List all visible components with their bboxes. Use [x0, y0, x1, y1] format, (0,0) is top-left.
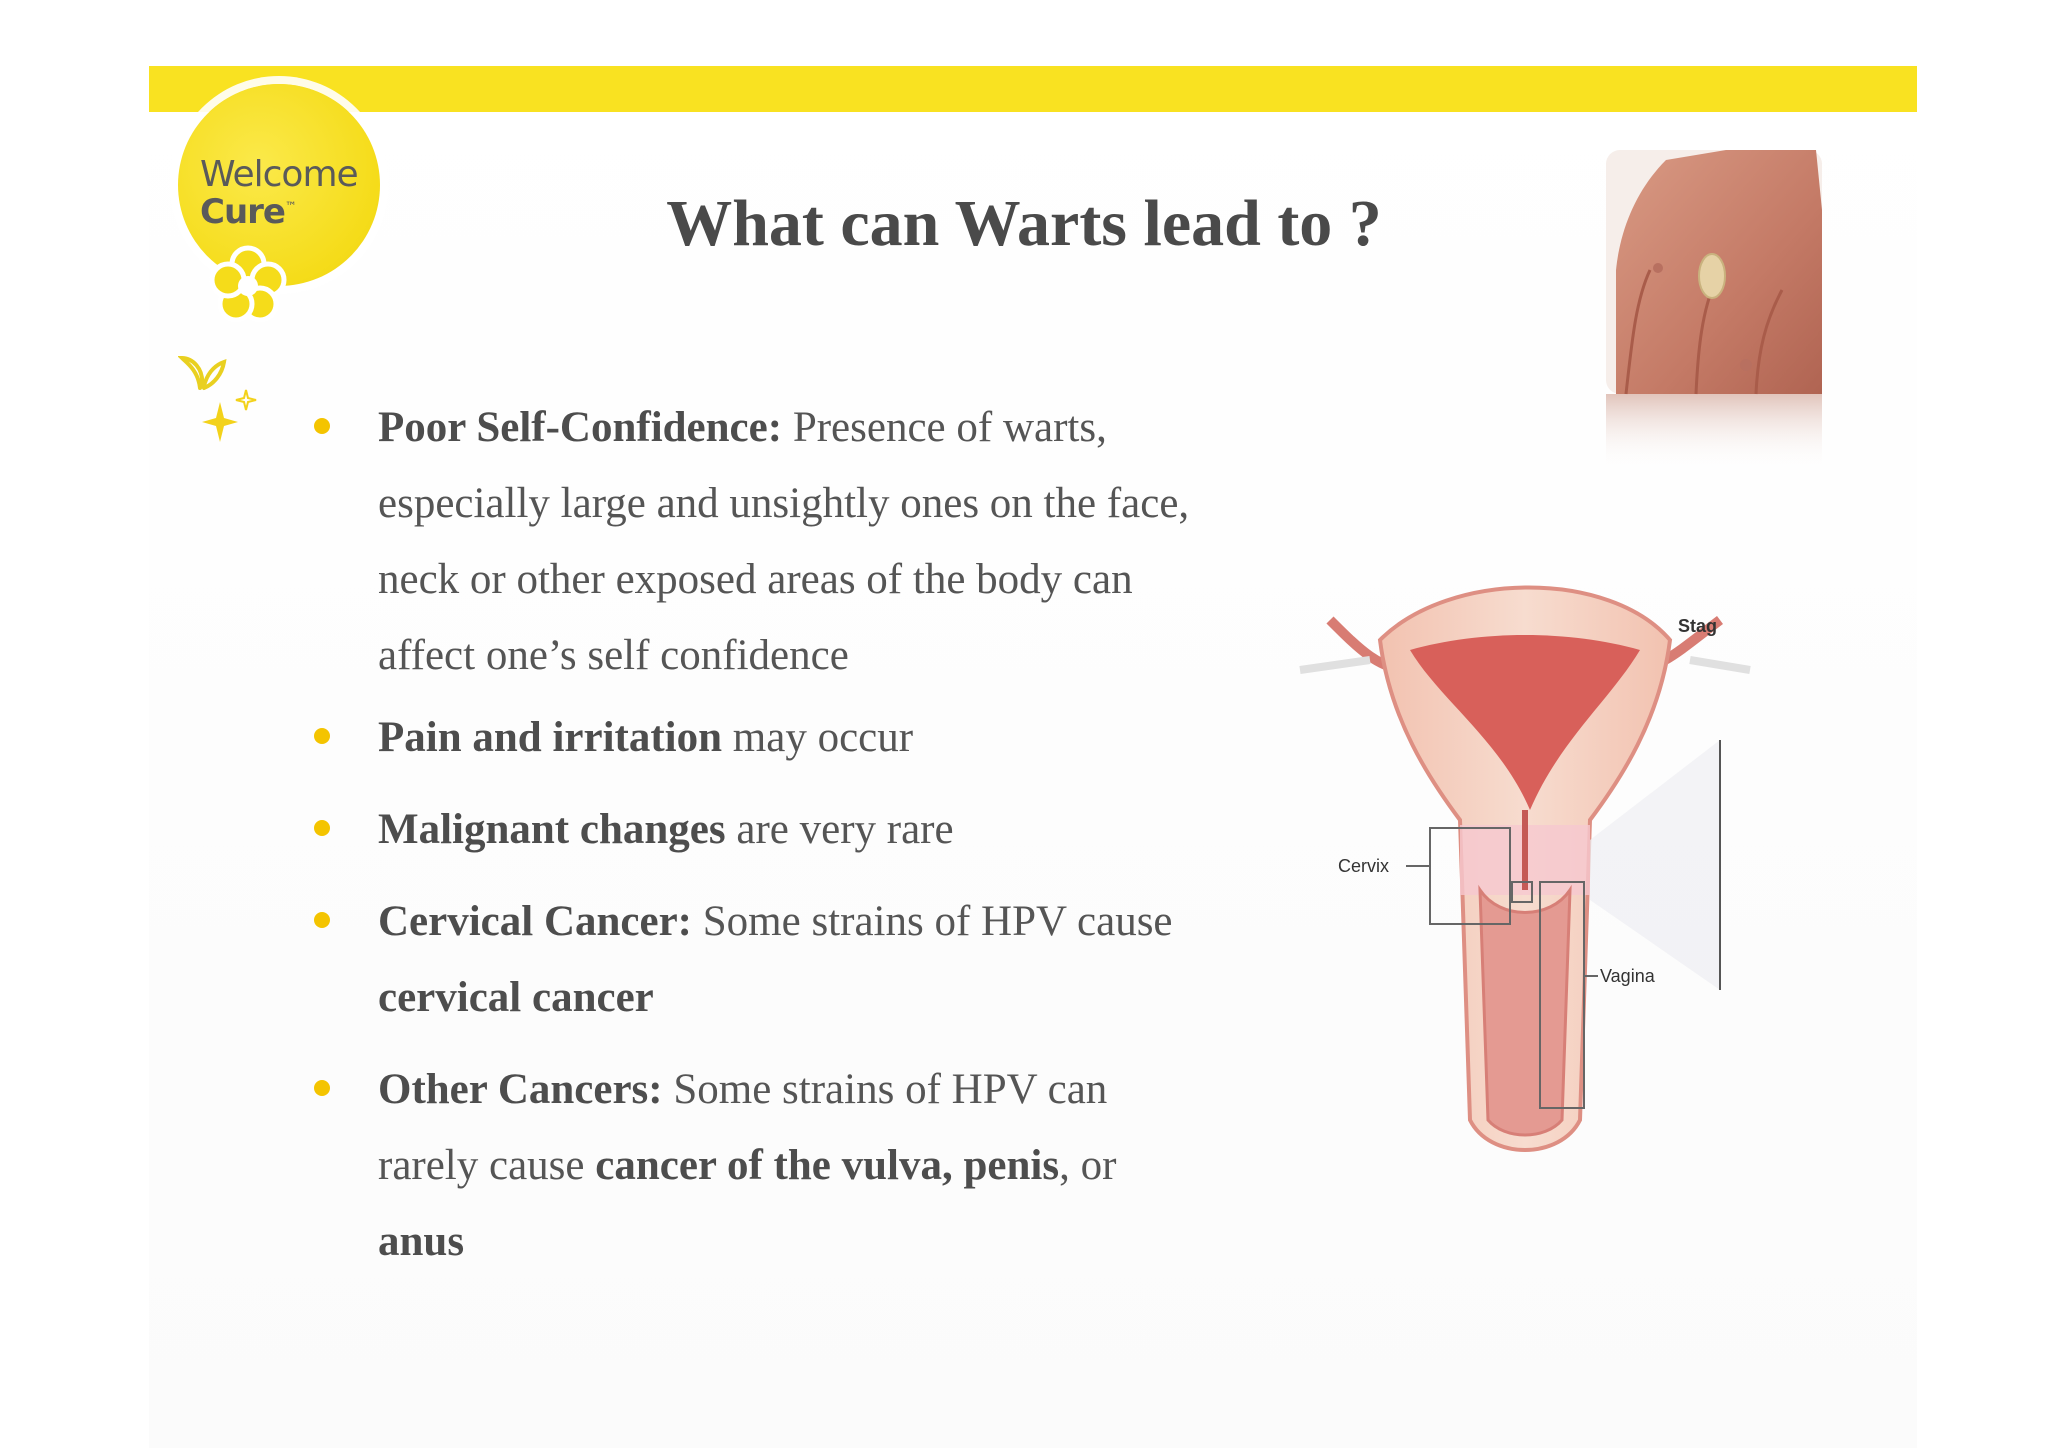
bullet-text: Presence of warts, especially large and unsightly ones on the face, neck or other exposed areas of the body can affect one’s self confidence — [378, 404, 1190, 679]
sprout-sparkle-decoration — [178, 340, 278, 460]
hand-with-wart-image — [1606, 150, 1822, 470]
logo-text-cure: Cure™ — [200, 192, 296, 232]
bullet-dot — [314, 1080, 330, 1096]
bullet-dot — [314, 728, 330, 744]
sprout-icon — [182, 358, 224, 388]
bullet-dot — [314, 820, 330, 836]
bullet-list — [300, 390, 1200, 1296]
bullet-heading: Malignant changes — [378, 806, 726, 853]
logo-text-welcome: Welcome — [200, 154, 358, 195]
bullet-poor-self-confidence — [300, 390, 1200, 694]
bullet-emphasis: cancer of the vulva, penis — [595, 1142, 1060, 1189]
bullet-text: Some strains of HPV can rarely cause — [378, 1066, 1108, 1189]
bullet-text: are very rare — [725, 806, 954, 853]
bullet-dot — [314, 912, 330, 928]
bullet-heading: Pain and irritation — [378, 714, 723, 761]
bullet-emphasis: anus — [378, 1218, 465, 1265]
trademark: ™ — [284, 199, 296, 214]
bullet-pain-irritation — [300, 700, 1200, 776]
bullet-emphasis: cervical cancer — [378, 974, 654, 1021]
bullet-malignant-changes — [300, 792, 1200, 868]
label-vagina: Vagina — [1600, 966, 1655, 986]
label-cervix: Cervix — [1338, 856, 1390, 876]
bullet-cervical-cancer — [300, 884, 1200, 1036]
bullet-text: Some strains of HPV cause — [692, 898, 1173, 945]
bullet-heading: Cervical Cancer: — [378, 898, 692, 945]
label-stage: Stag — [1678, 616, 1718, 636]
bullet-heading: Other Cancers: — [378, 1066, 663, 1113]
bullet-heading: Poor Self-Confidence: — [378, 404, 783, 451]
bullet-text: may occur — [722, 714, 914, 761]
bullet-other-cancers — [300, 1052, 1200, 1280]
bullet-dot — [314, 418, 330, 434]
sparkle-icon — [202, 390, 256, 442]
slide-title: What can Warts lead to ? — [666, 187, 1382, 260]
uterus-cervix-diagram — [1290, 560, 1760, 1180]
top-accent-bar — [149, 66, 1917, 112]
wart — [1699, 254, 1725, 298]
bullet-text: , or — [1059, 1142, 1117, 1189]
